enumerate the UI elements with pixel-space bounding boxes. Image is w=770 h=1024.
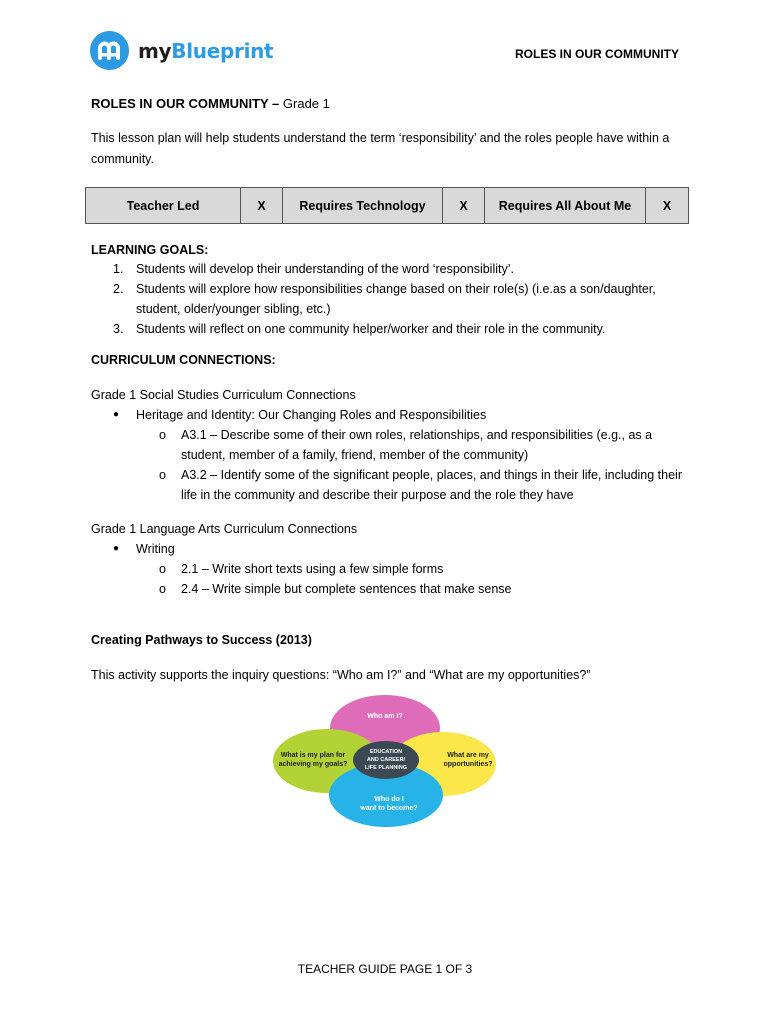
- list-item: 1. Students will develop their understanding of the word ‘responsibility’.: [113, 262, 514, 276]
- attr-all-about-me-label: Requires All About Me: [485, 188, 646, 224]
- curriculum-heading: CURRICULUM CONNECTIONS:: [91, 353, 276, 367]
- social-studies-title: Grade 1 Social Studies Curriculum Connections: [91, 388, 356, 402]
- social-studies-connections: [91, 385, 691, 505]
- learning-goals-heading: LEARNING GOALS:: [91, 243, 209, 257]
- list-item: o A3.2 – Identify some of the significant people, places, and things in their life, including their life in the community and describe their purpose and the role they have: [91, 465, 691, 505]
- list-item: ● Writing: [91, 539, 691, 559]
- list-item: o 2.4 – Write simple but complete sentences that make sense: [91, 579, 691, 599]
- diagram-right-label-1: What are my: [447, 752, 489, 759]
- diagram-center-label-3: LIFE PLANNING: [364, 765, 408, 771]
- lesson-attributes-table: [85, 187, 689, 224]
- intro-paragraph: This lesson plan will help students understand the term ‘responsibility’ and the roles people have within a community.: [91, 131, 670, 166]
- inquiry-questions-text: This activity supports the inquiry questions: “Who am I?” and “What are my opportunities?”: [91, 668, 591, 682]
- page-footer: TEACHER GUIDE PAGE 1 OF 3: [297, 962, 473, 976]
- diagram-center-label-2: AND CAREER/: [366, 757, 406, 763]
- inquiry-questions-diagram: [272, 694, 498, 828]
- list-item: ● Heritage and Identity: Our Changing Roles and Responsibilities: [91, 405, 691, 425]
- diagram-bottom-label-1: Who do I: [374, 796, 404, 803]
- running-header: ROLES IN OUR COMMUNITY: [515, 47, 679, 61]
- language-arts-connections: [91, 519, 691, 599]
- diagram-center-label-1: EDUCATION: [369, 749, 403, 755]
- myblueprint-logo-icon: [90, 31, 129, 70]
- diagram-bottom-label-2: want to become?: [360, 805, 418, 812]
- pathways-heading: Creating Pathways to Success (2013): [91, 633, 312, 647]
- attr-teacher-led-mark: X: [241, 188, 283, 224]
- list-item: o 2.1 – Write short texts using a few simple forms: [91, 559, 691, 579]
- page-title: ROLES IN OUR COMMUNITY – Grade 1: [91, 96, 330, 111]
- table-row: [86, 188, 689, 224]
- circle-bullet-icon: o: [159, 468, 166, 482]
- bullet-icon: ●: [113, 409, 120, 420]
- bullet-icon: ●: [113, 543, 120, 554]
- list-item: o A3.1 – Describe some of their own roles, relationships, and responsibilities (e.g., as a student, member of a family, friend, member of the community): [91, 425, 691, 465]
- circle-bullet-icon: o: [159, 582, 166, 596]
- circle-bullet-icon: o: [159, 562, 166, 576]
- diagram-top-label: Who am I?: [367, 713, 403, 720]
- learning-goals-list: [91, 259, 691, 339]
- attr-requires-technology-mark: X: [443, 188, 485, 224]
- attr-teacher-led-label: Teacher Led: [86, 188, 241, 224]
- diagram-left-label-1: What is my plan for: [280, 752, 346, 759]
- attr-all-about-me-mark: X: [646, 188, 689, 224]
- attr-requires-technology-label: Requires Technology: [283, 188, 443, 224]
- list-item: 2. Students will explore how responsibilities change based on their role(s) (i.e.as a son/daughter, student, older/younger sibling, etc.): [113, 282, 656, 316]
- myblueprint-logo: [90, 31, 273, 70]
- language-arts-title: Grade 1 Language Arts Curriculum Connections: [91, 522, 358, 536]
- list-item: 3. Students will reflect on one community helper/worker and their role in the community.: [113, 322, 606, 336]
- circle-bullet-icon: o: [159, 428, 166, 442]
- logo-wordmark: myBlueprint: [138, 38, 274, 63]
- diagram-right-label-2: opportunities?: [443, 761, 493, 768]
- diagram-left-label-2: achieving my goals?: [278, 761, 348, 768]
